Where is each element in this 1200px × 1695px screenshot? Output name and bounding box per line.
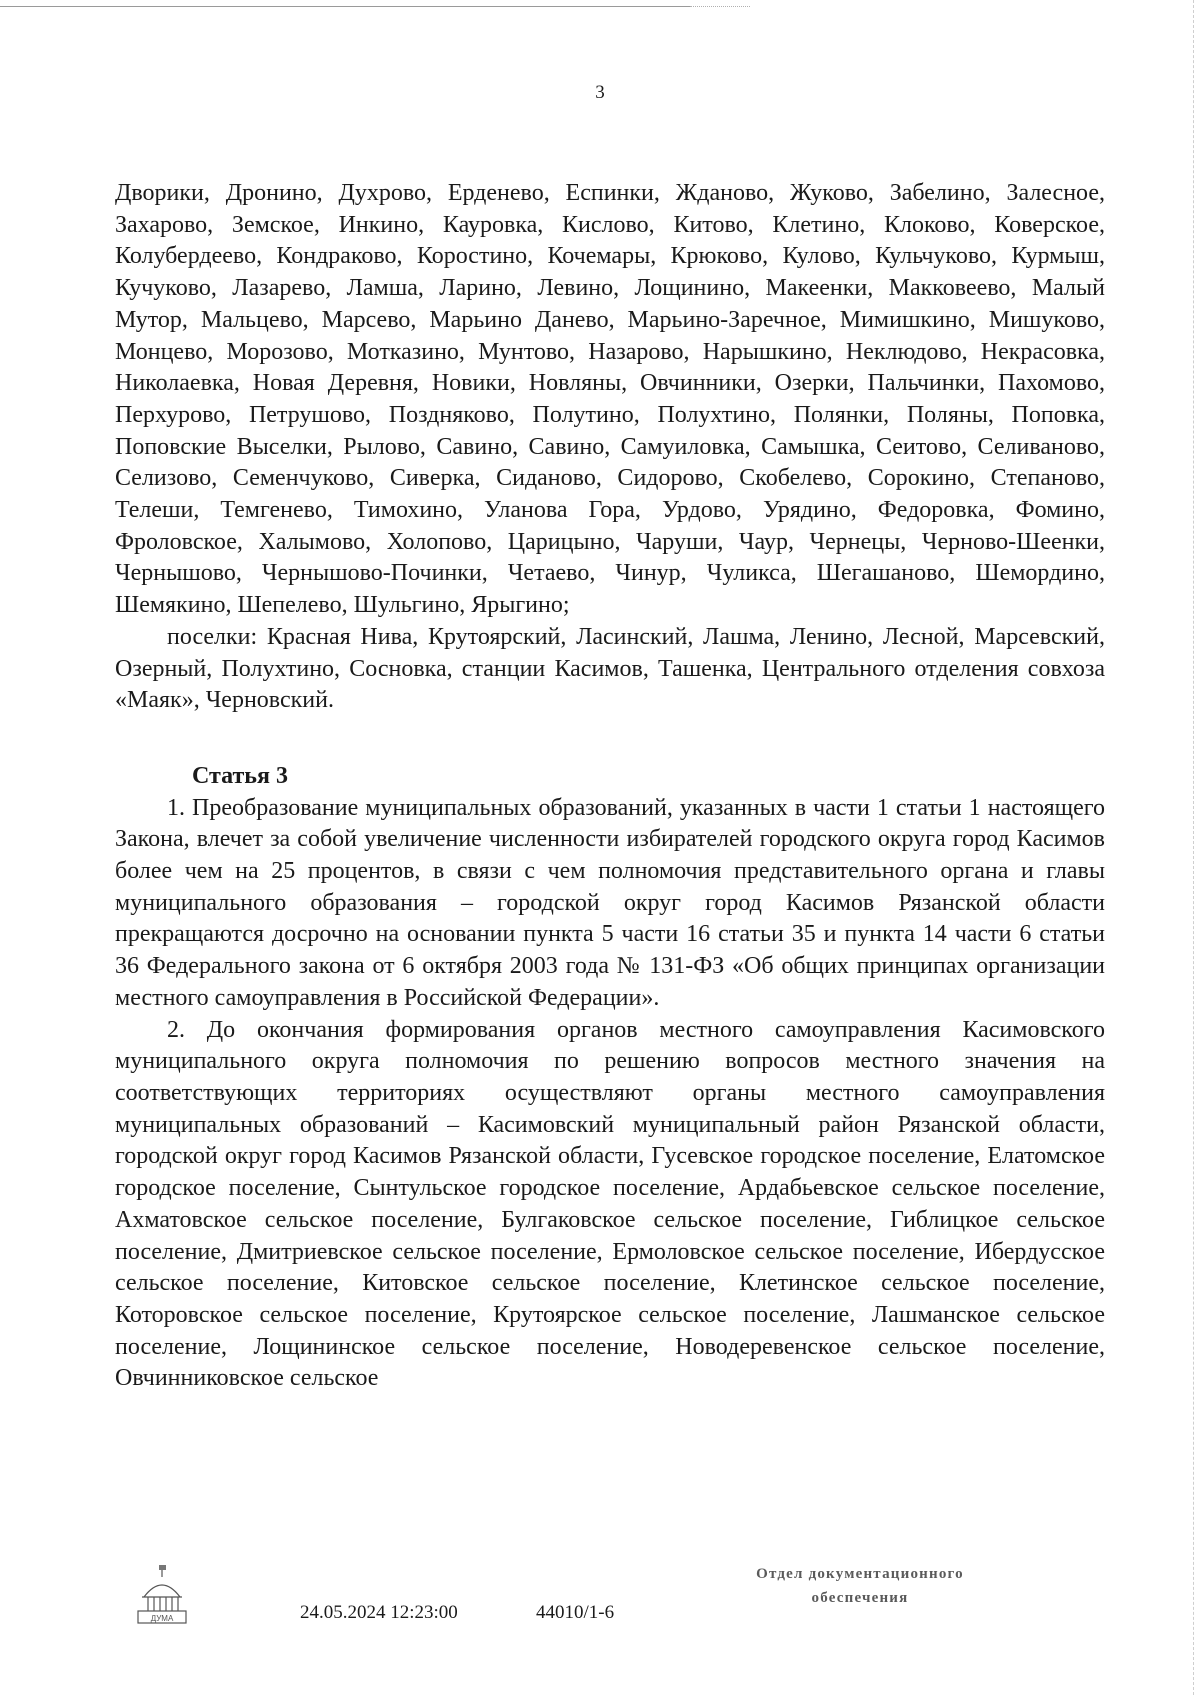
- settlements-paragraph: поселки: Красная Нива, Крутоярский, Ласинский, Лашма, Ленино, Лесной, Марсевский, Озерный, Полухтино, Сосновка, станции Касимов, Ташенка, Центрального отделения совхоза «Маяк», Черновский.: [115, 623, 1105, 714]
- article-heading: Статья 3: [192, 762, 288, 789]
- footer-timestamp: 24.05.2024 12:23:00: [300, 1602, 458, 1623]
- duma-logo-icon: [134, 1563, 190, 1629]
- scan-top-edge-line: [0, 6, 690, 7]
- duma-logo-label: ДУМА: [150, 1614, 174, 1623]
- article-item-2: 2. До окончания формирования органов местного самоуправления Касимовского муниципального округа полномочия по решению вопросов местного значения на соответствующих территориях осуществляют органы местного самоуправления муниципальных образований – Касимовский муниципальный район Рязанской области, городской округ город Касимов Рязанской области, Гусевское городское поселение, Елатомское городское поселение, Сынтульское городское поселение, Ардабьевское сельское поселение, Ахматовское сельское поселение, Булгаковское сельское поселение, Гиблицкое сельское поселение, Дмитриевское сельское поселение, Ермоловское сельское поселение, Ибердусское сельское поселение, Китовское сельское поселение, Клетинское сельское поселение, Которовское сельское поселение, Крутоярское сельское поселение, Лашманское сельское поселение, Лощининское сельское поселение, Новодеревенское сельское поселение, Овчинниковское сельское: [115, 1016, 1105, 1392]
- department-stamp: [700, 1562, 1020, 1610]
- document-body: [115, 178, 1105, 1395]
- article-item-1: 1. Преобразование муниципальных образований, указанных в части 1 статьи 1 настоящего Закона, влечет за собой увеличение численности избирателей городского округа город Касимов более чем на 25 процентов, в связи с чем полномочия представительного органа и главы муниципального образования – городской округ город Касимов Рязанской области прекращаются досрочно на основании пункта 5 части 16 статьи 35 и пункта 14 части 6 статьи 36 Федерального закона от 6 октября 2003 года № 131-ФЗ «Об общих принципах организации местного самоуправления в Российской Федерации».: [115, 794, 1105, 1011]
- settlement-list-paragraph: Дворики, Дронино, Духрово, Ерденево, Еспинки, Жданово, Жуково, Забелино, Залесное, Захарово, Земское, Инкино, Кауровка, Кислово, Китово, Клетино, Клоково, Коверское, Колубердеево, Кондраково, Коростино, Кочемары, Крюково, Кулово, Кульчуково, Курмыш, Кучуково, Лазарево, Ламша, Ларино, Левино, Лощинино, Макеенки, Макковеево, Малый Мутор, Мальцево, Марсево, Марьино Данево, Марьино-Заречное, Мимишкино, Мишуково, Монцево, Морозово, Мотказино, Мунтово, Назарово, Нарышкино, Неклюдово, Некрасовка, Николаевка, Новая Деревня, Новики, Новляны, Овчинники, Озерки, Пальчинки, Пахомово, Перхурово, Петрушово, Поздняково, Полутино, Полухтино, Полянки, Поляны, Поповка, Поповские Выселки, Рылово, Савино, Савино, Самуиловка, Самышка, Сеитово, Селиваново, Селизово, Семенчуково, Сиверка, Сиданово, Сидорово, Скобелево, Сорокино, Степаново, Телеши, Темгенево, Тимохино, Уланова Гора, Урдово, Урядино, Федоровка, Фомино, Фроловское, Халымово, Холопово, Царицыно, Чаруши, Чаур, Чернецы, Черново-Шеенки, Чернышово, Чернышово-Починки, Четаево, Чинур, Чуликса, Шегашаново, Шемордино, Шемякино, Шепелево, Шульгино, Ярыгино;: [115, 180, 1105, 619]
- stamp-line-1: Отдел документационного: [756, 1566, 964, 1582]
- footer-registration-number: 44010/1-6: [536, 1602, 615, 1623]
- scan-top-edge-dots: [690, 6, 750, 7]
- page-number: 3: [595, 82, 605, 103]
- stamp-line-2: обеспечения: [811, 1590, 909, 1606]
- scan-right-edge: [1193, 0, 1200, 1695]
- section-gap: [115, 717, 1105, 761]
